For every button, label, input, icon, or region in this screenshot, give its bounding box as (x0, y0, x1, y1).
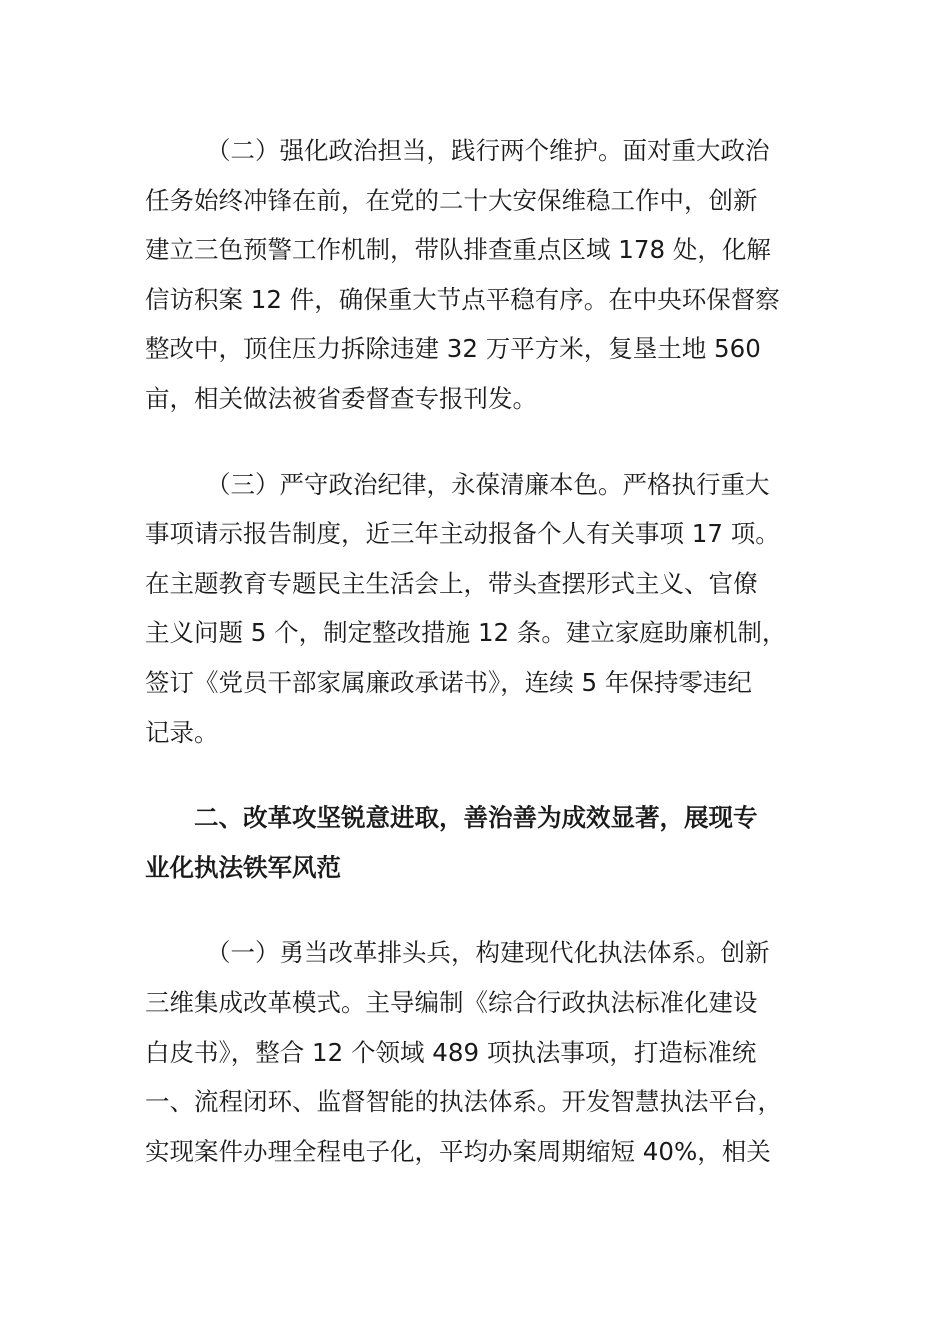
text-line: 实现案件办理全程电子化，平均办案周期缩短 40%，相关 (145, 1136, 771, 1166)
document-body (145, 126, 805, 1176)
text-line: 亩，相关做法被省委督查专报刊发。 (145, 383, 537, 413)
text-line: （一）勇当改革排头兵，构建现代化执法体系。创新 (206, 938, 770, 968)
heading-line: 二、改革攻坚锐意进取，善治善为成效显著，展现专 (194, 803, 758, 833)
heading-line: 业化执法铁军风范 (145, 852, 341, 882)
text-line: 在主题教育专题民主生活会上，带头查摆形式主义、官僚 (145, 568, 758, 598)
text-line: 整改中，顶住压力拆除违建 32 万平方米，复垦土地 560 (145, 334, 761, 364)
text-line: 白皮书》，整合 12 个领域 489 项执法事项，打造标准统 (145, 1037, 757, 1067)
text-line: （二）强化政治担当，践行两个维护。面对重大政治 (206, 136, 770, 165)
paragraph-political-responsibility (145, 126, 805, 424)
paragraph-spacer (145, 757, 805, 793)
paragraph-spacer (145, 424, 805, 460)
paragraph-political-discipline (145, 460, 805, 758)
paragraph-reform-pioneer (145, 928, 805, 1176)
text-line: 三维集成改革模式。主导编制《综合行政执法标准化建设 (145, 987, 758, 1017)
text-line: 记录。 (145, 717, 219, 747)
text-line: 建立三色预警工作机制，带队排查重点区域 178 处，化解 (145, 235, 771, 265)
text-line: 信访积案 12 件，确保重大节点平稳有序。在中央环保督察 (145, 284, 780, 314)
text-line: （三）严守政治纪律，永葆清廉本色。严格执行重大 (206, 469, 770, 499)
text-line: 任务始终冲锋在前，在党的二十大安保维稳工作中，创新 (145, 185, 758, 215)
text-line: 签订《党员干部家属廉政承诺书》，连续 5 年保持零违纪 (145, 667, 752, 697)
section-heading (145, 793, 805, 892)
text-line: 主义问题 5 个，制定整改措施 12 条。建立家庭助廉机制， (145, 618, 787, 648)
paragraph-spacer (145, 892, 805, 928)
text-line: 一、流程闭环、监督智能的执法体系。开发智慧执法平台， (145, 1087, 782, 1117)
text-line: 事项请示报告制度，近三年主动报备个人有关事项 17 项。 (145, 519, 780, 549)
